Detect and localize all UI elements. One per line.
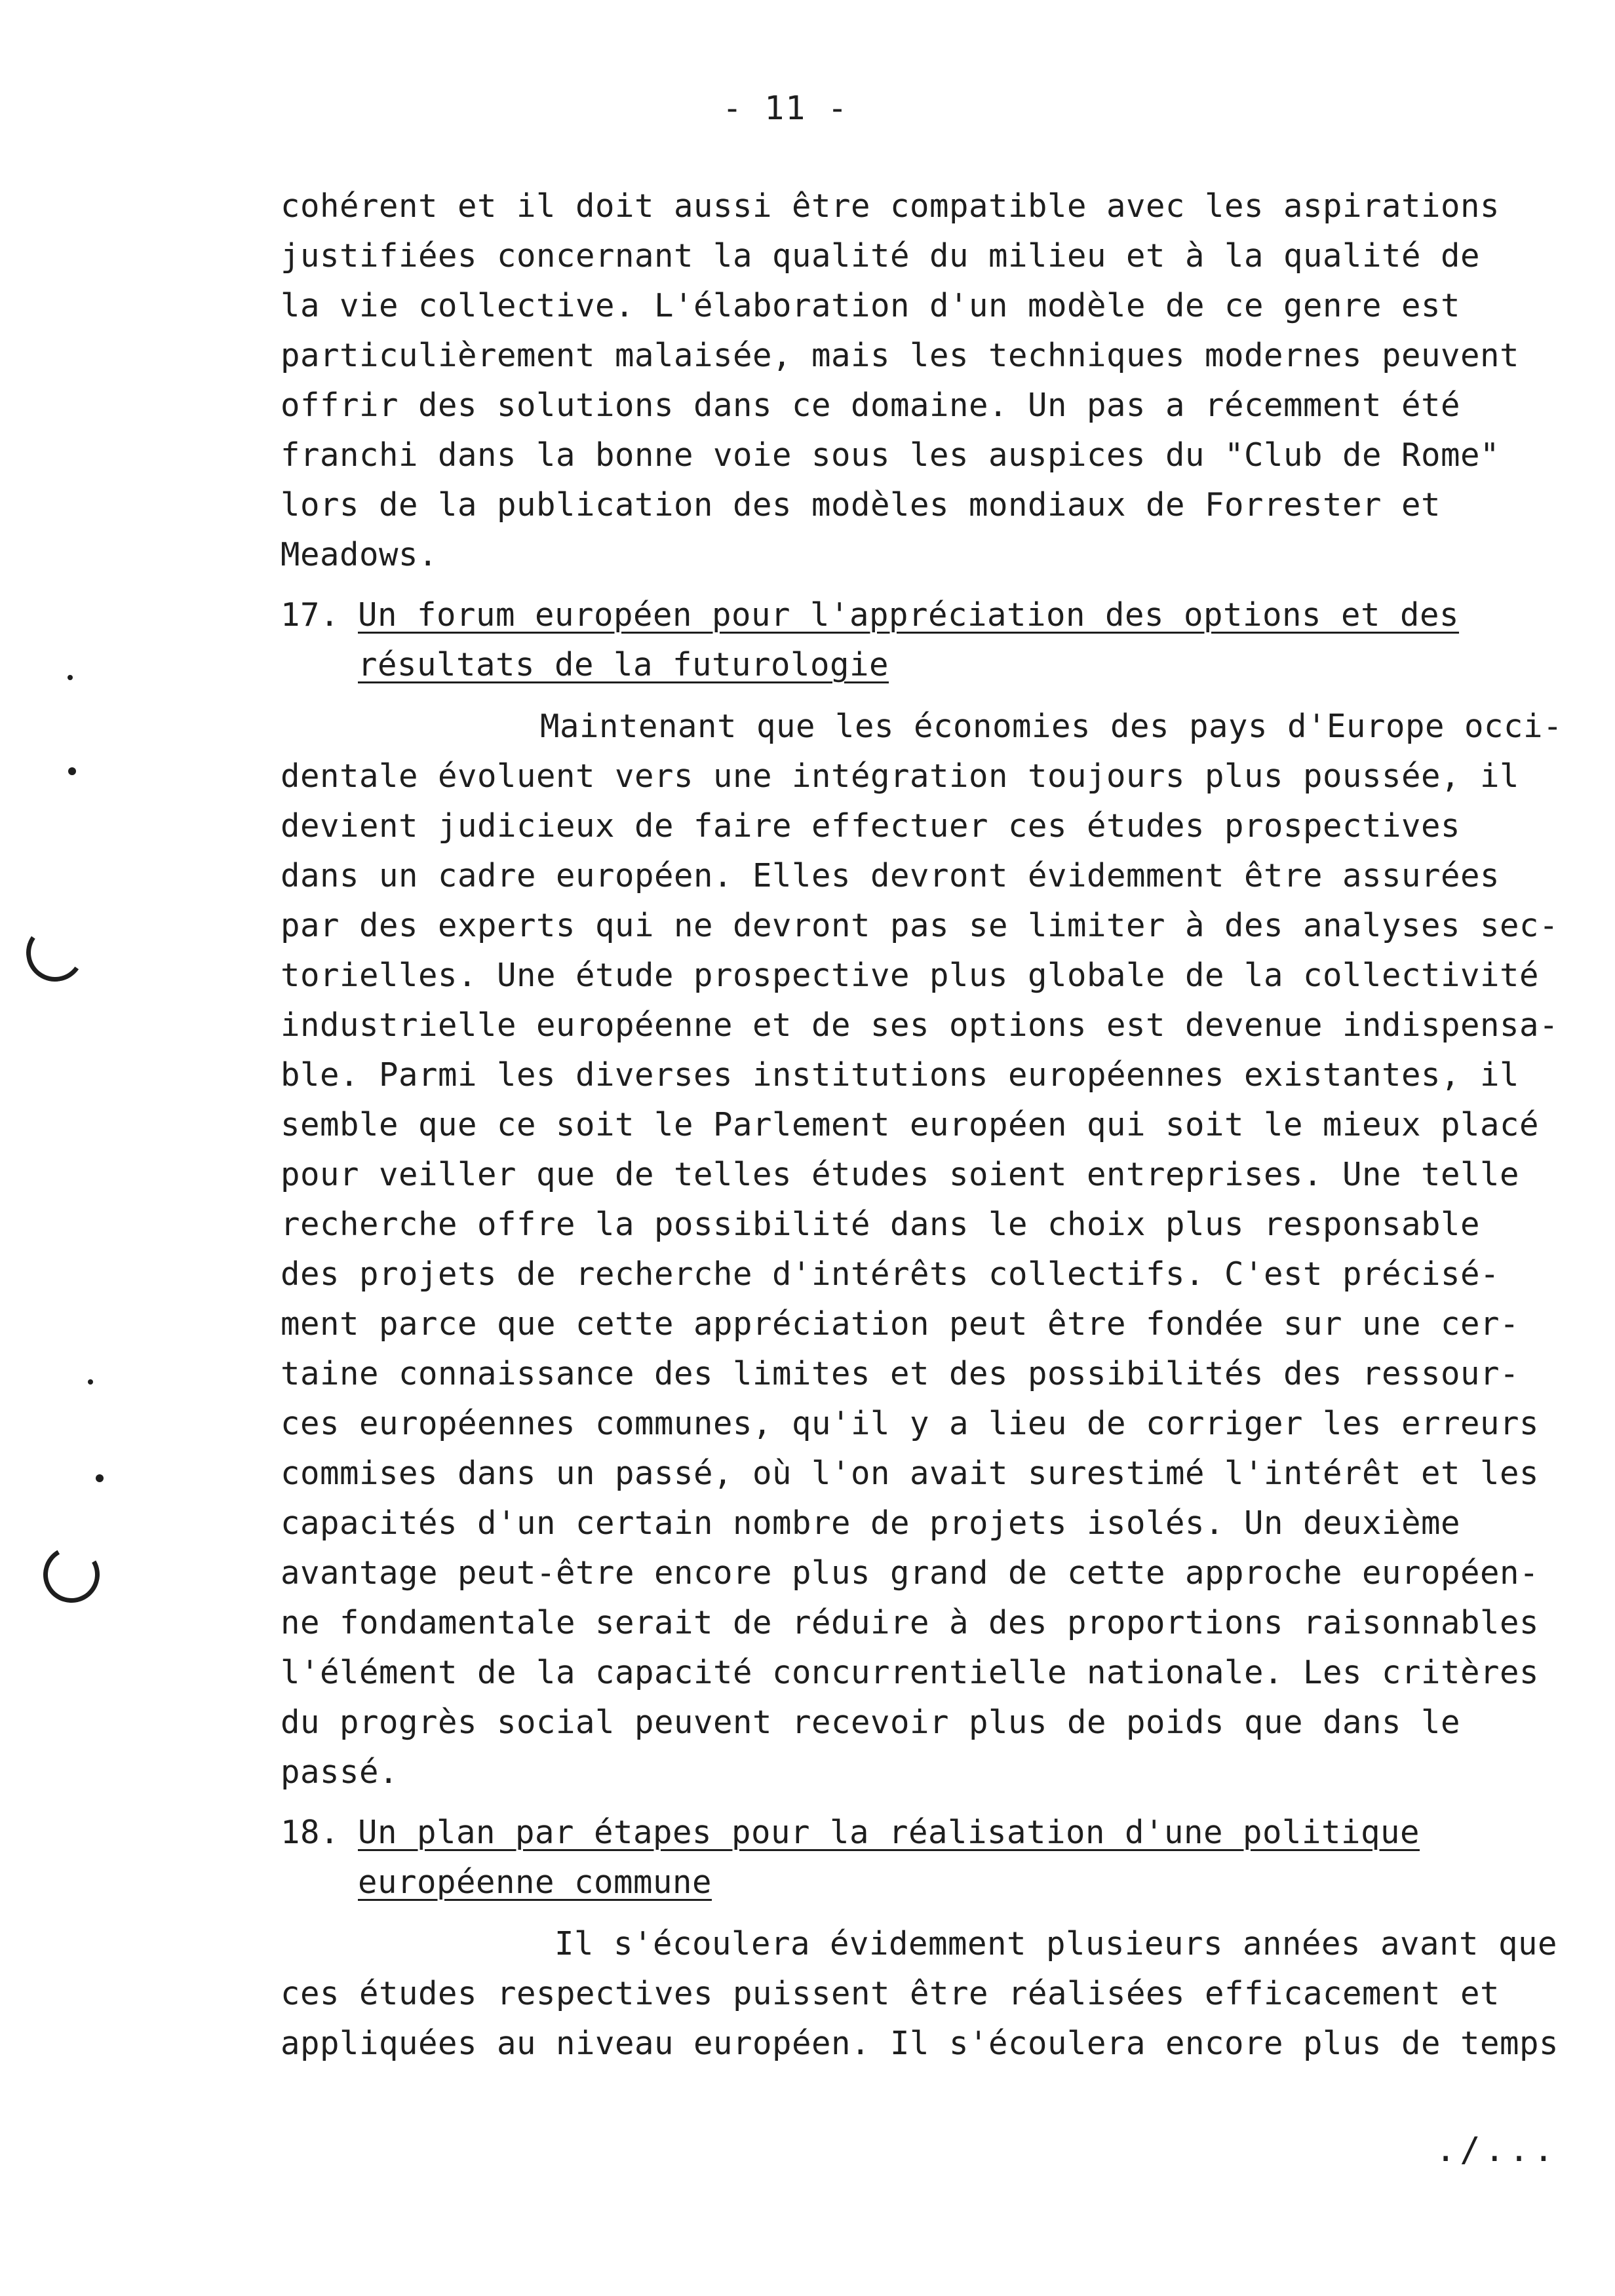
text-line: passé. <box>281 1753 399 1791</box>
section-17-number: 17. <box>281 596 340 634</box>
text-line: ces européennes communes, qu'il y a lieu de corriger les erreurs <box>281 1405 1540 1442</box>
text-line: du progrès social peuvent recevoir plus de poids que dans le <box>281 1704 1461 1741</box>
text-line: ment parce que cette appréciation peut être fondée sur une cer- <box>281 1305 1520 1343</box>
section-17-title: Un forum européen pour l'appréciation des options et des <box>358 596 1460 634</box>
text-line: offrir des solutions dans ce domaine. Un pas a récemment été <box>281 387 1461 424</box>
text-line: taine connaissance des limites et des possibilités des ressour- <box>281 1355 1520 1392</box>
section-18-title-cont: européenne commune <box>358 1864 712 1901</box>
page-number: - 11 - <box>722 89 849 127</box>
text-line: justifiées concernant la qualité du milieu et à la qualité de <box>281 237 1481 275</box>
text-line: lors de la publication des modèles mondiaux de Forrester et <box>281 486 1441 524</box>
punch-hole-mark <box>37 1540 106 1609</box>
text-line: pour veiller que de telles études soient entreprises. Une telle <box>281 1156 1520 1193</box>
section-18-title-line-2 <box>358 1860 712 1905</box>
margin-speck <box>88 1379 93 1385</box>
text-line: appliquées au niveau européen. Il s'écoulera encore plus de temps <box>281 2025 1559 2062</box>
text-line: dentale évoluent vers une intégration toujours plus poussée, il <box>281 757 1520 795</box>
text-line: par des experts qui ne devront pas se limiter à des analyses sec- <box>281 907 1559 944</box>
margin-speck <box>96 1474 104 1482</box>
text-line: industrielle européenne et de ses options est devenue indispensa- <box>281 1006 1559 1044</box>
continuation-mark: ./... <box>1435 2130 1558 2170</box>
section-17-heading <box>281 592 1459 638</box>
section-18-title: Un plan par étapes pour la réalisation d'une politique <box>358 1814 1420 1851</box>
text-line: semble que ce soit le Parlement européen qui soit le mieux placé <box>281 1106 1540 1143</box>
text-line: ces études respectives puissent être réalisées efficacement et <box>281 1975 1500 2012</box>
text-line: devient judicieux de faire effectuer ces études prospectives <box>281 807 1461 845</box>
text-line: l'élément de la capacité concurrentielle nationale. Les critères <box>281 1654 1540 1691</box>
text-line: particulièrement malaisée, mais les techniques modernes peuvent <box>281 337 1520 374</box>
text-line: ble. Parmi les diverses institutions européennes existantes, il <box>281 1056 1520 1094</box>
text-line: recherche offre la possibilité dans le choix plus responsable <box>281 1206 1481 1243</box>
text-line: Il s'écoulera évidemment plusieurs années avant que <box>555 1925 1558 1962</box>
text-line: torielles. Une étude prospective plus globale de la collectivité <box>281 957 1540 994</box>
text-line: commises dans un passé, où l'on avait surestimé l'intérêt et les <box>281 1455 1540 1492</box>
section-18-number: 18. <box>281 1814 340 1851</box>
text-line: dans un cadre européen. Elles devront évidemment être assurées <box>281 857 1500 894</box>
section-17-title-cont: résultats de la futurologie <box>358 646 889 683</box>
punch-hole-mark <box>22 919 88 986</box>
text-line: capacités d'un certain nombre de projets isolés. Un deuxième <box>281 1504 1461 1542</box>
text-line: cohérent et il doit aussi être compatible avec les aspirations <box>281 187 1500 225</box>
text-line: ne fondamentale serait de réduire à des proportions raisonnables <box>281 1604 1540 1641</box>
margin-speck <box>68 675 73 680</box>
text-line: des projets de recherche d'intérêts collectifs. C'est précisé- <box>281 1255 1500 1293</box>
text-line: avantage peut-être encore plus grand de cette approche européen- <box>281 1554 1540 1592</box>
section-17-title-line-2 <box>358 642 889 688</box>
text-line: la vie collective. L'élaboration d'un modèle de ce genre est <box>281 287 1461 324</box>
text-line: Meadows. <box>281 536 438 573</box>
text-line: Maintenant que les économies des pays d'Europe occi- <box>540 708 1563 745</box>
margin-speck <box>68 767 76 775</box>
text-line: franchi dans la bonne voie sous les auspices du "Club de Rome" <box>281 436 1500 474</box>
section-18-heading <box>281 1810 1420 1856</box>
